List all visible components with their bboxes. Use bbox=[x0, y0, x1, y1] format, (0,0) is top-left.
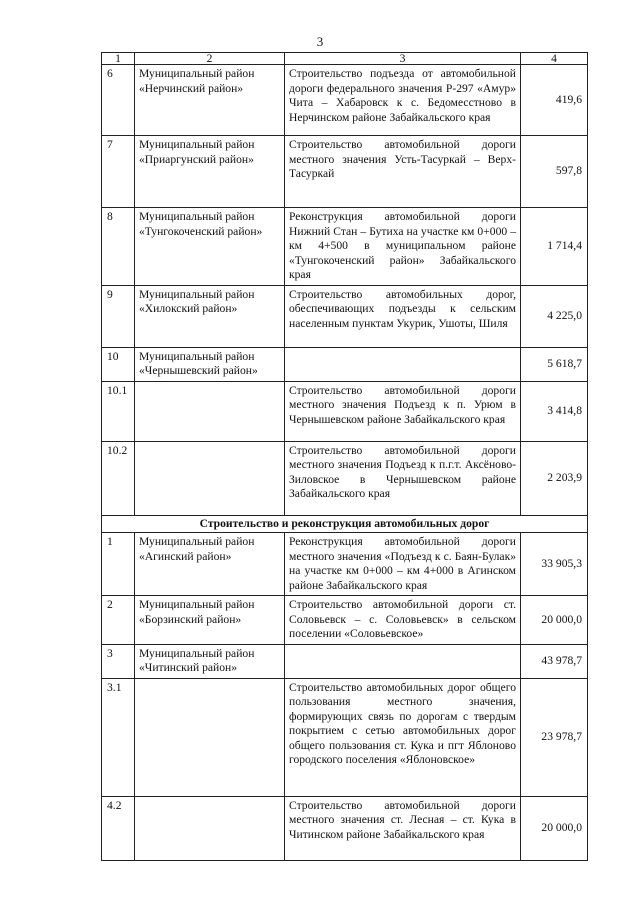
row-number: 1 bbox=[102, 533, 135, 596]
district-cell bbox=[135, 796, 285, 860]
table-row bbox=[102, 533, 588, 596]
table-row bbox=[102, 441, 588, 515]
district-cell: Муниципальный район «Читинский район» bbox=[135, 644, 285, 678]
table-row bbox=[102, 796, 588, 860]
description-cell: Строительство автомобильных дорог общего пользования местного значения, формирующих связь по дорогам с твердым покрытием с сетью автомобильных дорог общего пользования ст. Кука и пгт Яблоново городского поселения «Яблоновское» bbox=[285, 678, 521, 796]
value-cell: 33 905,3 bbox=[521, 533, 588, 596]
header-cell-4: 4 bbox=[521, 53, 588, 65]
value-cell: 20 000,0 bbox=[521, 596, 588, 645]
value-cell: 2 203,9 bbox=[521, 441, 588, 515]
row-number: 3 bbox=[102, 644, 135, 678]
district-cell bbox=[135, 381, 285, 441]
description-cell bbox=[285, 347, 521, 381]
district-cell: Муниципальный район «Приаргунский район» bbox=[135, 136, 285, 208]
row-number: 7 bbox=[102, 136, 135, 208]
table-header-row bbox=[102, 53, 588, 65]
description-cell: Строительство автомобильной дороги местного значения Усть-Тасуркай – Верх-Тасуркай bbox=[285, 136, 521, 208]
row-number: 4.2 bbox=[102, 796, 135, 860]
table-row bbox=[102, 65, 588, 136]
table-row bbox=[102, 285, 588, 347]
value-cell: 3 414,8 bbox=[521, 381, 588, 441]
description-cell bbox=[285, 644, 521, 678]
table-row bbox=[102, 208, 588, 286]
roads-table bbox=[101, 52, 588, 861]
row-number: 8 bbox=[102, 208, 135, 286]
table-row bbox=[102, 596, 588, 645]
section-title: Строительство и реконструкция автомобильных дорог bbox=[102, 515, 588, 533]
table-row bbox=[102, 136, 588, 208]
value-cell: 20 000,0 bbox=[521, 796, 588, 860]
district-cell: Муниципальный район «Тунгокоченский район» bbox=[135, 208, 285, 286]
header-cell-3: 3 bbox=[285, 53, 521, 65]
value-cell: 597,8 bbox=[521, 136, 588, 208]
header-cell-1: 1 bbox=[102, 53, 135, 65]
district-cell bbox=[135, 441, 285, 515]
description-cell: Строительство автомобильной дороги местного значения Подъезд к п. Урюм в Чернышевском районе Забайкальского края bbox=[285, 381, 521, 441]
district-cell: Муниципальный район «Агинский район» bbox=[135, 533, 285, 596]
row-number: 3.1 bbox=[102, 678, 135, 796]
value-cell: 5 618,7 bbox=[521, 347, 588, 381]
description-cell: Реконструкция автомобильной дороги местного значения «Подъезд к с. Баян-Булак» на участке км 0+000 – км 4+000 в Агинском районе Забайкальского края bbox=[285, 533, 521, 596]
header-cell-2: 2 bbox=[135, 53, 285, 65]
row-number: 6 bbox=[102, 65, 135, 136]
section-row bbox=[102, 515, 588, 533]
table-row bbox=[102, 644, 588, 678]
value-cell: 43 978,7 bbox=[521, 644, 588, 678]
district-cell: Муниципальный район «Нерчинский район» bbox=[135, 65, 285, 136]
description-cell: Строительство автомобильной дороги местного значения ст. Лесная – ст. Кука в Читинском районе Забайкальского края bbox=[285, 796, 521, 860]
value-cell: 23 978,7 bbox=[521, 678, 588, 796]
description-cell: Строительство автомобильной дороги ст. Соловьевск – с. Соловьевск» в сельском поселении «Соловьевское» bbox=[285, 596, 521, 645]
description-cell: Строительство автомобильных дорог, обеспечивающих подъезды к сельским населенным пунктам Укурик, Ушоты, Шиля bbox=[285, 285, 521, 347]
district-cell: Муниципальный район «Борзинский район» bbox=[135, 596, 285, 645]
row-number: 10.2 bbox=[102, 441, 135, 515]
district-cell: Муниципальный район «Чернышевский район» bbox=[135, 347, 285, 381]
table-row bbox=[102, 381, 588, 441]
value-cell: 419,6 bbox=[521, 65, 588, 136]
row-number: 2 bbox=[102, 596, 135, 645]
row-number: 10 bbox=[102, 347, 135, 381]
page-number: 3 bbox=[316, 34, 324, 49]
description-cell: Строительство автомобильной дороги местного значения Подъезд к п.г.т. Аксёново-Зиловское в Чернышевском районе Забайкальского края bbox=[285, 441, 521, 515]
description-cell: Строительство подъезда от автомобильной дороги федерального значения Р-297 «Амур» Чита – Хабаровск к с. Бедомесстново в Нерчинском районе Забайкальского края bbox=[285, 65, 521, 136]
row-number: 10.1 bbox=[102, 381, 135, 441]
table-row bbox=[102, 347, 588, 381]
district-cell: Муниципальный район «Хилокский район» bbox=[135, 285, 285, 347]
value-cell: 4 225,0 bbox=[521, 285, 588, 347]
district-cell bbox=[135, 678, 285, 796]
row-number: 9 bbox=[102, 285, 135, 347]
description-cell: Реконструкция автомобильной дороги Нижний Стан – Бутиха на участке км 0+000 – км 4+500 в муниципальном районе «Тунгокоченский район» Забайкальского края bbox=[285, 208, 521, 286]
value-cell: 1 714,4 bbox=[521, 208, 588, 286]
table-row bbox=[102, 678, 588, 796]
